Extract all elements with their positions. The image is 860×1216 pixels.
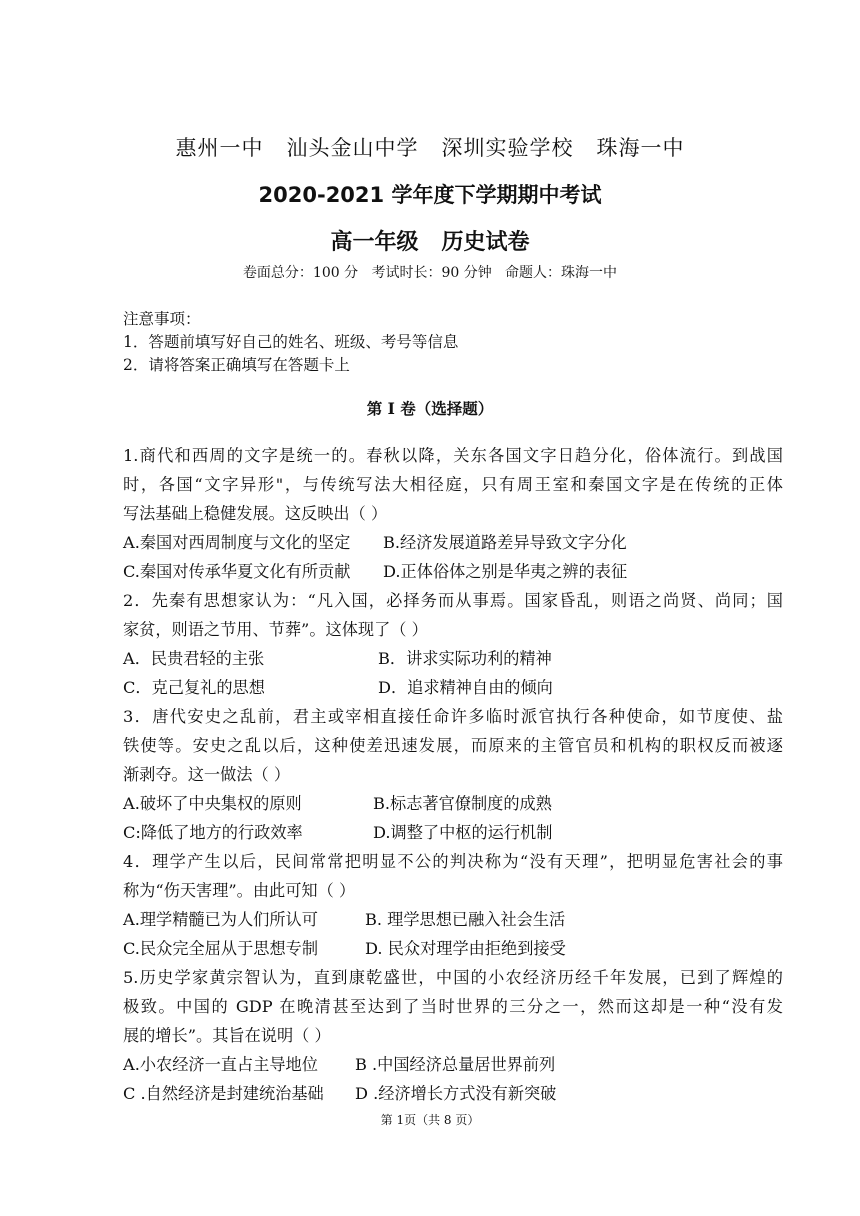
question-stem-line: 4．理学产生以后，民间常常把明显不公的判决称为“没有天理”，把明显危害社会的事 <box>123 852 783 871</box>
question-stem-line: 称为“伤天害理”。由此可知（ ） <box>123 881 356 900</box>
notice-item: 1．答题前填写好自己的姓名、班级、考号等信息 <box>123 333 459 351</box>
option-c: C .自然经济是封建统治基础 <box>123 1084 324 1103</box>
option-row <box>123 528 783 557</box>
exam-meta: 卷面总分：100 分 考试时长：90 分钟 命题人：珠海一中 <box>242 265 618 281</box>
option-row <box>123 557 783 586</box>
question-stem-line: 1.商代和西周的文字是统一的。春秋以降，关东各国文字日趋分化，俗体流行。到战国 <box>123 446 783 465</box>
option-b: B. 理学思想已融入社会生活 <box>365 910 566 929</box>
question-stem-line: 铁使等。安史之乱以后，这种使差迅速发展，而原来的主管官员和机构的职权反而被逐 <box>123 736 783 755</box>
question-stem-line: 写法基础上稳健发展。这反映出（ ） <box>123 504 388 523</box>
section-title: 第 I 卷（选择题） <box>366 399 494 418</box>
option-b: B.标志著官僚制度的成熟 <box>373 794 552 813</box>
option-row <box>123 934 783 963</box>
option-b: B.经济发展道路差异导致文字分化 <box>383 533 627 552</box>
question-5 <box>123 963 783 1108</box>
question-stem-line: 5.历史学家黄宗智认为，直到康乾盛世，中国的小农经济历经千年发展，已到了辉煌的 <box>123 968 783 987</box>
notice-heading: 注意事项： <box>123 310 201 328</box>
option-d: D .经济增长方式没有新突破 <box>355 1084 557 1103</box>
question-3 <box>123 702 783 847</box>
question-1 <box>123 441 783 586</box>
option-row <box>123 905 783 934</box>
exam-title: 2020-2021 学年度下学期期中考试 <box>258 183 602 207</box>
notice-item: 2．请将答案正确填写在答题卡上 <box>123 356 350 374</box>
option-c: C.民众完全屈从于思想专制 <box>123 939 319 958</box>
question-stem-line: 极致。中国的 GDP 在晚清甚至达到了当时世界的三分之一，然而这却是一种“没有发 <box>123 997 783 1016</box>
paper-title: 高一年级 历史试卷 <box>330 230 530 255</box>
notice-block <box>123 308 458 377</box>
option-c: C．克己复礼的思想 <box>123 678 265 697</box>
option-d: D. 民众对理学由拒绝到接受 <box>365 939 566 958</box>
question-2 <box>123 586 783 702</box>
school-names: 惠州一中 汕头金山中学 深圳实验学校 珠海一中 <box>175 136 685 160</box>
option-a: A.理学精髓已为人们所认可 <box>123 910 318 929</box>
option-row <box>123 818 783 847</box>
question-stem-line: 渐剥夺。这一做法（ ） <box>123 765 291 784</box>
option-a: A.破坏了中央集权的原则 <box>123 794 302 813</box>
question-stem-line: 时，各国“文字异形"，与传统写法大相径庭，只有周王室和秦国文字是在传统的正体 <box>123 475 783 494</box>
option-d: D.调整了中枢的运行机制 <box>373 823 553 842</box>
option-d: D．追求精神自由的倾向 <box>378 678 553 697</box>
option-b: B．讲求实际功利的精神 <box>378 649 552 668</box>
question-stem-line: 家贫，则语之节用、节葬”。这体现了（ ） <box>123 620 428 639</box>
question-stem-line: 3．唐代安史之乱前，君主或宰相直接任命许多临时派官执行各种使命，如节度使、盐 <box>123 707 783 726</box>
option-a: A.秦国对西周制度与文化的坚定 <box>123 533 351 552</box>
page-footer: 第 1页（共 8 页） <box>380 1113 480 1127</box>
option-a: A.小农经济一直占主导地位 <box>123 1055 318 1074</box>
option-row <box>123 644 783 673</box>
option-c: C:降低了地方的行政效率 <box>123 823 303 842</box>
option-d: D.正体俗体之别是华夷之辨的表征 <box>383 562 628 581</box>
option-b: B .中国经济总量居世界前列 <box>355 1055 556 1074</box>
option-a: A．民贵君轻的主张 <box>123 649 265 668</box>
option-row <box>123 789 783 818</box>
option-row <box>123 1050 783 1079</box>
option-row <box>123 1079 783 1108</box>
option-c: C.秦国对传承华夏文化有所贡献 <box>123 562 351 581</box>
question-list <box>123 441 783 1108</box>
question-stem-line: 2．先秦有思想家认为：“凡入国，必择务而从事焉。国家昏乱，则语之尚贤、尚同；国 <box>123 591 783 610</box>
option-row <box>123 673 783 702</box>
question-4 <box>123 847 783 963</box>
question-stem-line: 展的增长”。其旨在说明（ ） <box>123 1026 331 1045</box>
